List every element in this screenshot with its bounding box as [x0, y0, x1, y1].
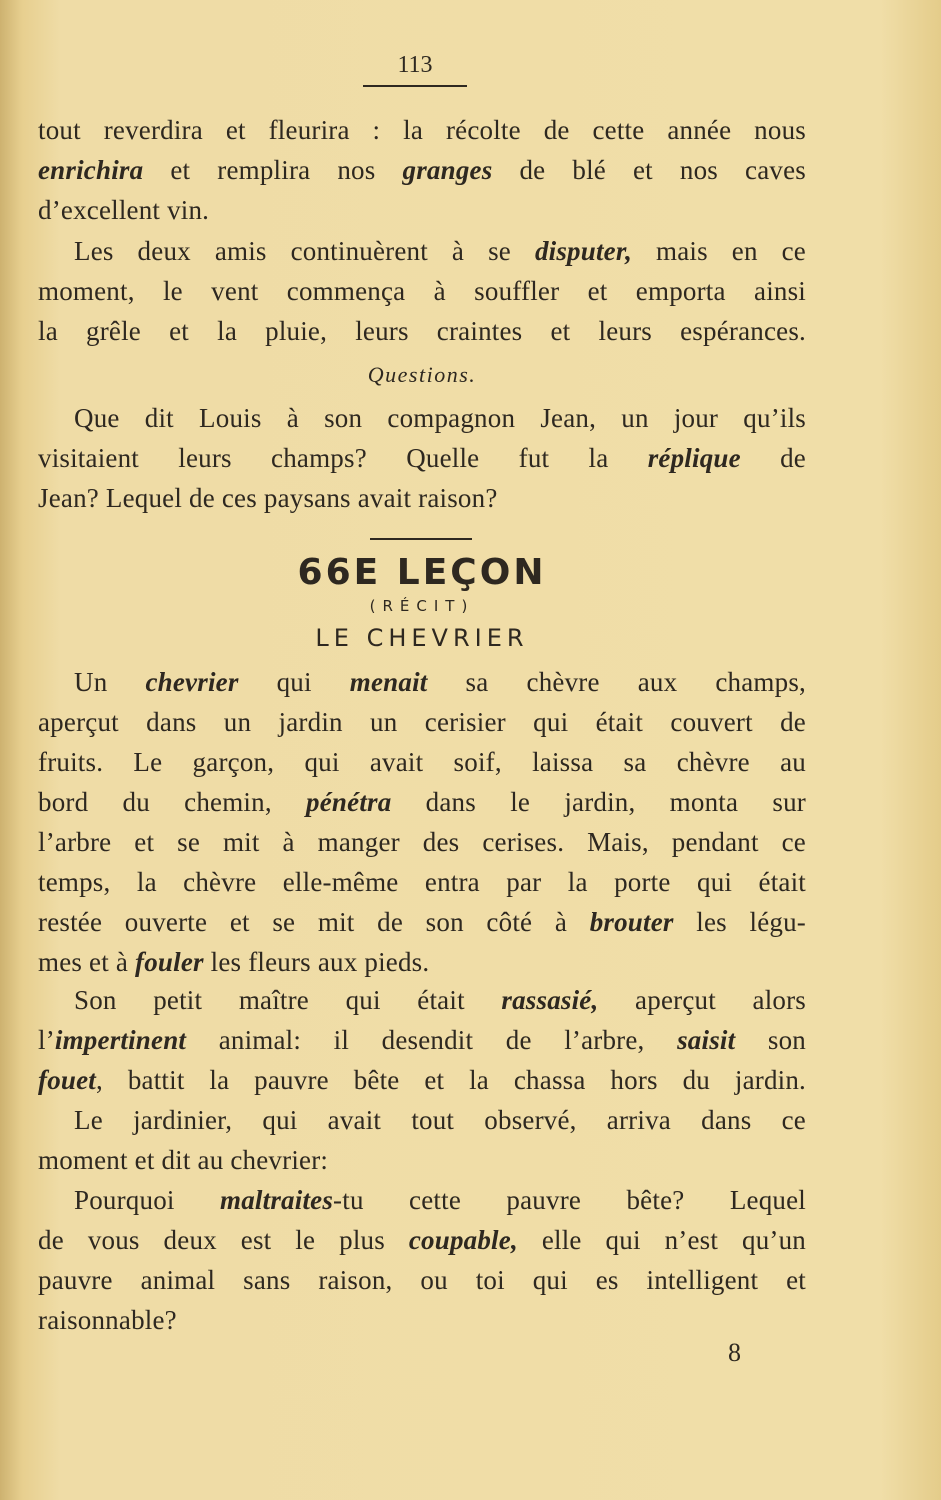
text-span: de blé et nos caves: [492, 155, 806, 185]
text-span: mais en ce: [632, 236, 806, 266]
text-span: Un: [74, 667, 146, 697]
text-span: Pourquoi: [74, 1185, 221, 1215]
text-line: aperçut dans un jardin un cerisier qui était couvert de: [38, 707, 806, 737]
text-line: l’arbre et se mit à manger des cerises. Mais, pendant ce: [38, 827, 806, 857]
page-number-rule: [363, 85, 467, 87]
text-line: [38, 945, 806, 979]
text-span: bord du chemin,: [38, 787, 307, 817]
emphasis-word: disputer,: [534, 236, 633, 266]
text-line: d’excellent vin.: [38, 195, 210, 225]
text-line: [38, 234, 806, 268]
page-number: 113: [397, 52, 433, 78]
text-line: pauvre animal sans raison, ou toi qui es intelligent et: [38, 1265, 806, 1295]
text-span: de vous deux est le plus: [38, 1225, 409, 1255]
emphasis-word: impertinent: [54, 1025, 187, 1055]
text-line: fruits. Le garçon, qui avait soif, laissa sa chèvre au: [38, 747, 806, 777]
text-line: la grêle et la pluie, leurs craintes et leurs espérances.: [38, 316, 806, 346]
text-span: les légu-: [673, 907, 806, 937]
text-line: moment et dit au chevrier:: [38, 1145, 329, 1175]
text-line: raisonnable?: [38, 1305, 177, 1335]
text-line: Que dit Louis à son compagnon Jean, un jour qu’ils: [74, 403, 806, 433]
text-line: [38, 785, 806, 819]
lesson-title: 66E LEÇON: [297, 552, 547, 593]
text-line: [38, 1223, 806, 1257]
text-span: restée ouverte et se mit de son côté à: [38, 907, 590, 937]
text-line: [38, 1023, 806, 1057]
text-line: [38, 441, 806, 475]
text-line: [38, 905, 806, 939]
signature-mark: 8: [728, 1338, 741, 1367]
text-span: aperçut alors: [598, 985, 806, 1015]
text-span: -tu cette pauvre bête? Lequel: [333, 1185, 807, 1215]
lesson-subtitle: (RÉCIT): [369, 597, 475, 615]
emphasis-word: saisit: [677, 1025, 736, 1055]
text-span: son: [735, 1025, 807, 1055]
text-span: Les deux amis continuèrent à se: [74, 236, 535, 266]
emphasis-word: réplique: [647, 443, 741, 473]
text-line: [38, 983, 806, 1017]
emphasis-word: chevrier: [145, 667, 239, 697]
text-line: [38, 665, 806, 699]
text-span: l’: [38, 1025, 55, 1055]
emphasis-word: fouet: [38, 1065, 96, 1095]
text-span: , battit la pauvre bête et la chassa hors du jardin.: [96, 1065, 806, 1095]
emphasis-word: granges: [402, 155, 493, 185]
text-line: Jean? Lequel de ces paysans avait raison?: [38, 483, 498, 513]
text-span: Son petit maître qui était: [74, 985, 502, 1015]
section-divider: [370, 538, 472, 540]
text-span: mes et à: [38, 947, 136, 977]
emphasis-word: maltraites: [220, 1185, 334, 1215]
text-line: moment, le vent commença à souffler et emporta ainsi: [38, 276, 806, 306]
emphasis-word: pénétra: [306, 787, 392, 817]
emphasis-word: rassasié,: [501, 985, 599, 1015]
emphasis-word: menait: [349, 667, 428, 697]
emphasis-word: coupable,: [408, 1225, 518, 1255]
emphasis-word: fouler: [135, 947, 204, 977]
text-line: [38, 1183, 806, 1217]
questions-heading: Questions.: [367, 362, 477, 387]
text-line: tout reverdira et fleurira : la récolte de cette année nous: [38, 115, 806, 145]
text-span: de: [740, 443, 806, 473]
text-line: temps, la chèvre elle-même entra par la porte qui était: [38, 867, 806, 897]
text-span: et remplira nos: [143, 155, 403, 185]
text-span: les fleurs aux pieds.: [203, 947, 430, 977]
text-span: sa chèvre aux champs,: [427, 667, 806, 697]
text-line: Le jardinier, qui avait tout observé, arriva dans ce: [74, 1105, 806, 1135]
lesson-name: LE CHEVRIER: [315, 624, 529, 652]
text-span: elle qui n’est qu’un: [517, 1225, 806, 1255]
emphasis-word: enrichira: [38, 155, 144, 185]
text-span: dans le jardin, monta sur: [391, 787, 807, 817]
text-span: qui: [238, 667, 350, 697]
text-line: [38, 153, 806, 187]
text-line: [38, 1063, 806, 1097]
text-span: animal: il desendit de l’arbre,: [186, 1025, 678, 1055]
text-span: visitaient leurs champs? Quelle fut la: [38, 443, 648, 473]
emphasis-word: brouter: [589, 907, 674, 937]
